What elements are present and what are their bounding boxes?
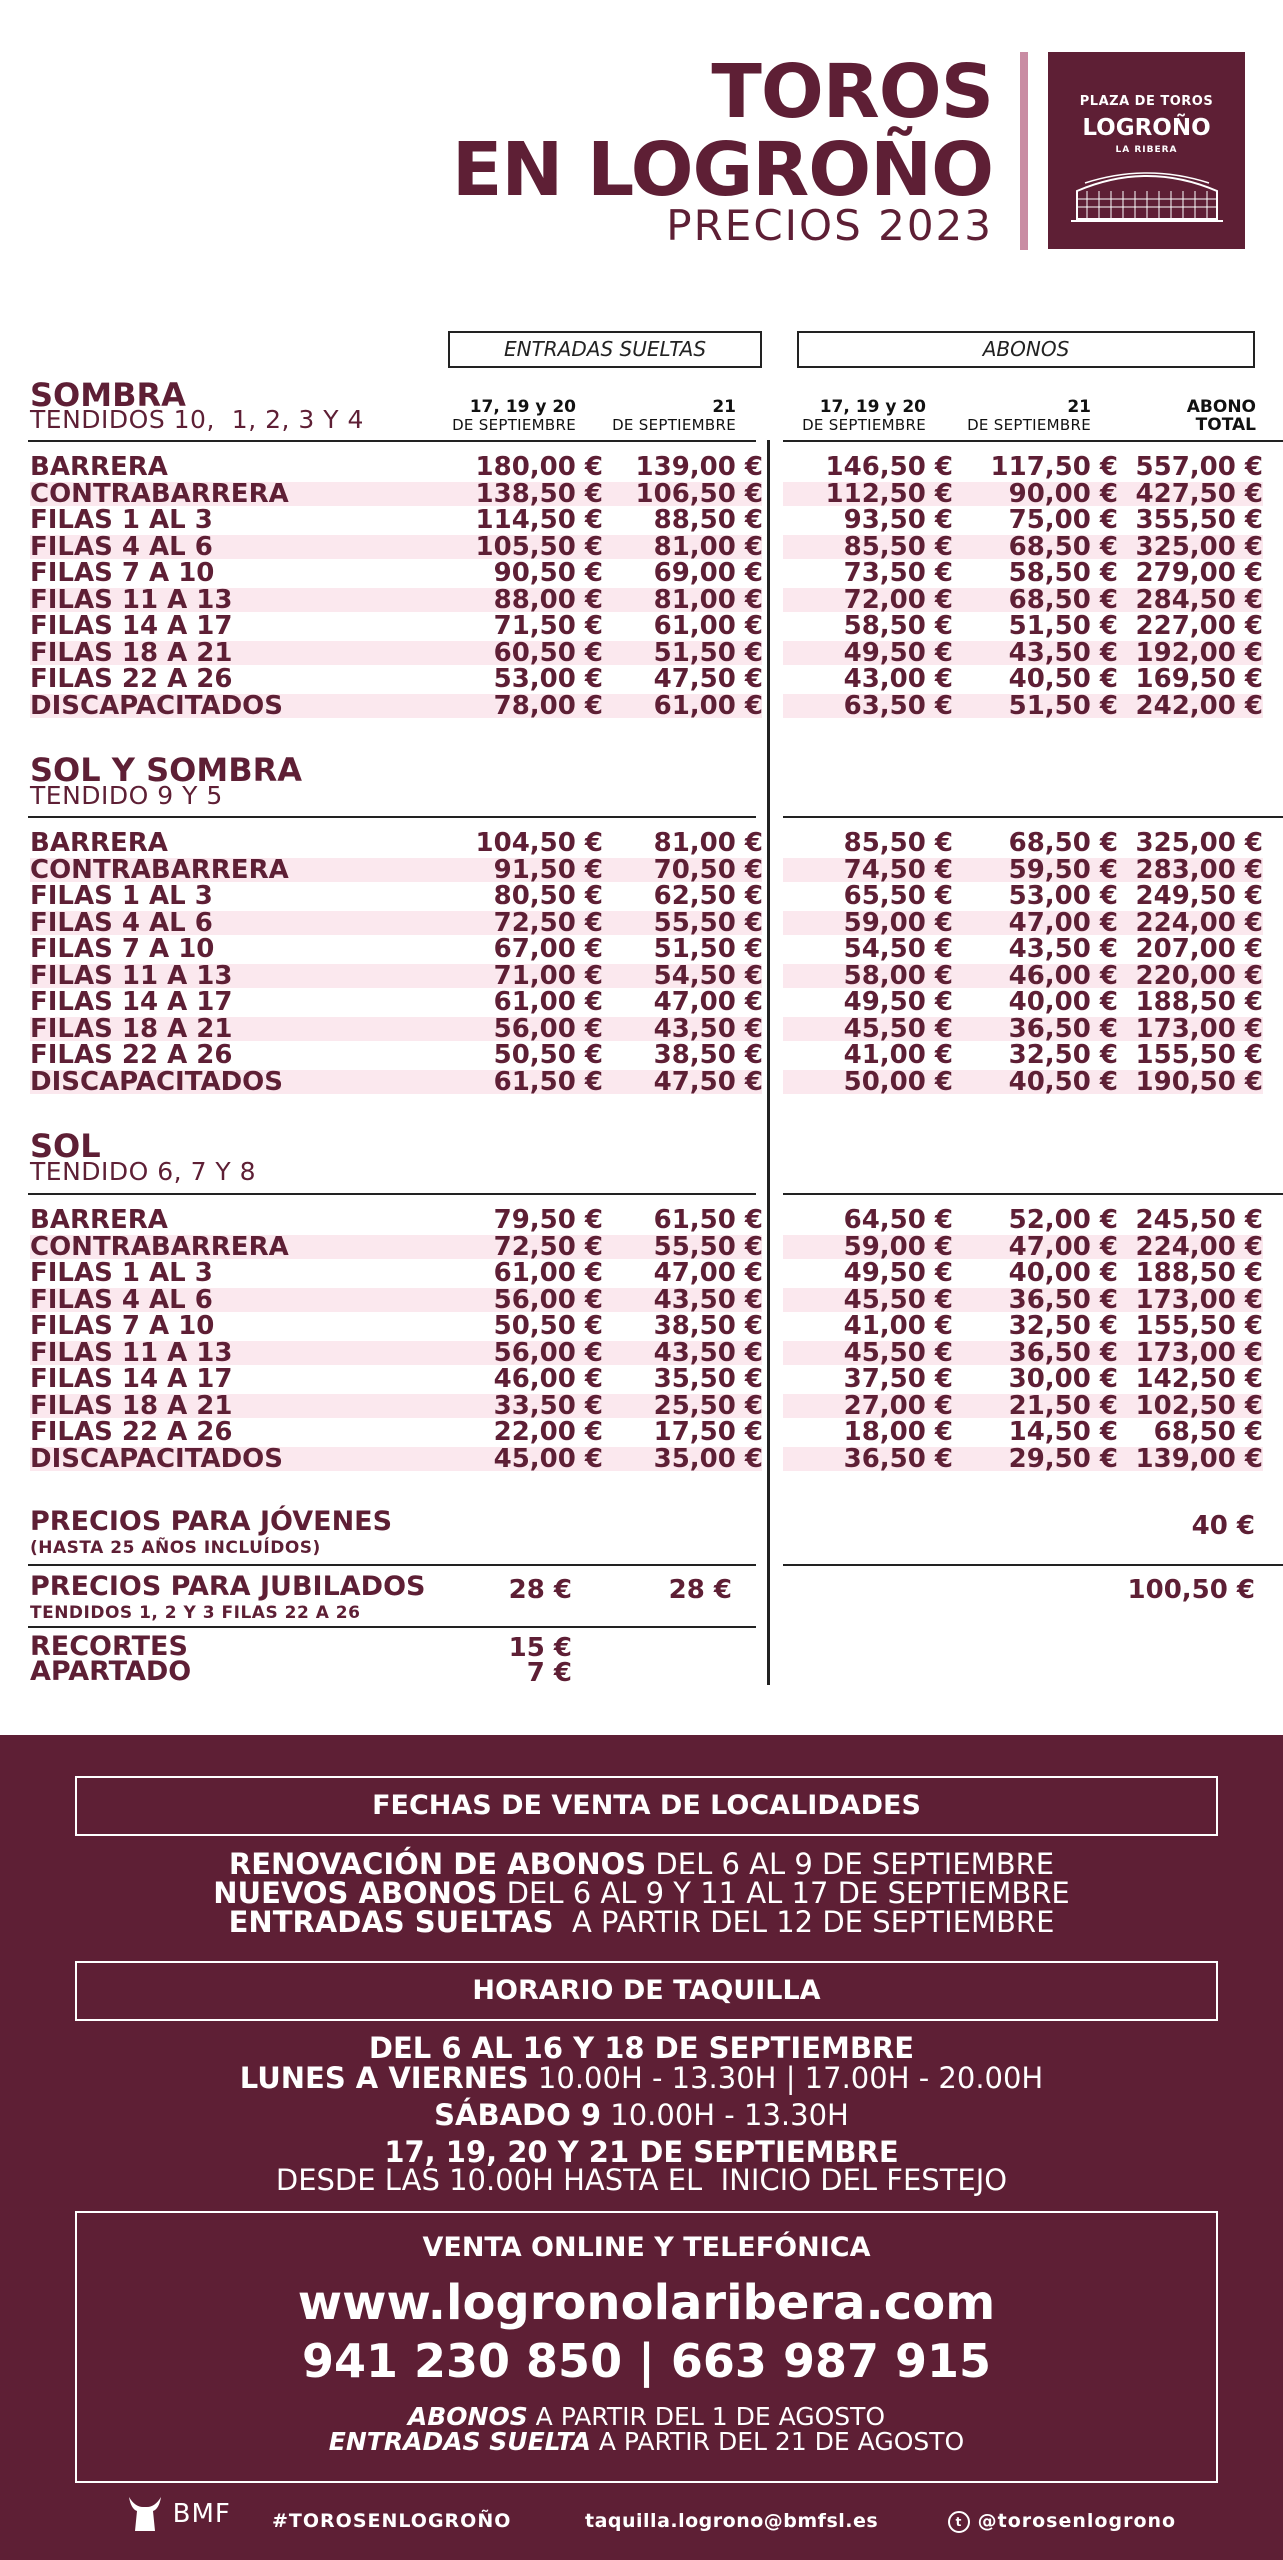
box-office-title: HORARIO DE TAQUILLA xyxy=(472,1975,821,2006)
box-office-hours-box xyxy=(75,1961,1218,2021)
price-cell: 51,50 € xyxy=(1008,690,1118,721)
price-cell: 40,00 € xyxy=(1008,1258,1118,1288)
row-label: DISCAPACITADOS xyxy=(30,1066,283,1097)
price-cell: 32,50 € xyxy=(1008,1040,1118,1070)
twitter-icon: t xyxy=(948,2511,970,2533)
row-label: FILAS 7 A 10 xyxy=(30,1311,215,1341)
price-cell: 60,50 € xyxy=(493,637,603,668)
price-cell: 70,50 € xyxy=(653,854,763,885)
price-cell: 88,50 € xyxy=(653,505,763,535)
row-label: CONTRABARRERA xyxy=(30,478,289,509)
price-cell: 29,50 € xyxy=(1008,1443,1118,1474)
section-divider-left xyxy=(28,1193,756,1195)
jubilados-title: PRECIOS PARA JUBILADOS xyxy=(30,1571,426,1602)
price-cell: 14,50 € xyxy=(1008,1417,1118,1447)
price-cell: 55,50 € xyxy=(653,1231,763,1262)
price-cell: 188,50 € xyxy=(1135,1258,1263,1288)
price-cell: 67,00 € xyxy=(493,934,603,964)
hours-line-4: 17, 19, 20 Y 21 DE SEPTIEMBRE xyxy=(384,2135,899,2169)
price-cell: 49,50 € xyxy=(843,637,953,668)
price-cell: 155,50 € xyxy=(1135,1040,1263,1070)
price-cell: 88,00 € xyxy=(493,584,603,615)
table-row xyxy=(30,856,1263,883)
price-cell: 192,00 € xyxy=(1135,637,1263,668)
price-cell: 139,00 € xyxy=(635,452,763,482)
jovenes-subtitle: (HASTA 25 AÑOS INCLUÍDOS) xyxy=(30,1538,321,1558)
price-cell: 245,50 € xyxy=(1135,1205,1263,1235)
price-cell: 64,50 € xyxy=(843,1205,953,1235)
price-cell: 325,00 € xyxy=(1135,531,1263,562)
row-label: FILAS 11 A 13 xyxy=(30,1337,233,1368)
price-cell: 62,50 € xyxy=(653,881,763,911)
price-cell: 105,50 € xyxy=(475,531,603,562)
row-label: BARRERA xyxy=(30,828,168,858)
divider-jovenes-right xyxy=(783,1564,1283,1566)
price-cell: 53,00 € xyxy=(1008,881,1118,911)
price-cell: 36,50 € xyxy=(1008,1013,1118,1044)
row-label: FILAS 4 AL 6 xyxy=(30,907,213,938)
price-cell: 117,50 € xyxy=(990,452,1118,482)
plaza-logo xyxy=(1048,52,1245,249)
section-subtitle: TENDIDOS 10, 1, 2, 3 Y 4 xyxy=(30,405,364,434)
col-header-2: 21 DE SEPTIEMBRE xyxy=(612,397,736,434)
price-cell: 35,00 € xyxy=(653,1443,763,1474)
price-cell: 249,50 € xyxy=(1135,881,1263,911)
online-sale-title: VENTA ONLINE Y TELEFÓNICA xyxy=(422,2232,871,2263)
price-cell: 61,00 € xyxy=(653,690,763,721)
twitter-handle[interactable]: t @torosenlogrono xyxy=(948,2510,1176,2533)
price-cell: 46,00 € xyxy=(1008,960,1118,991)
price-cell: 56,00 € xyxy=(493,1013,603,1044)
row-label: FILAS 1 AL 3 xyxy=(30,505,213,535)
price-cell: 33,50 € xyxy=(493,1390,603,1421)
price-cell: 93,50 € xyxy=(843,505,953,535)
price-cell: 112,50 € xyxy=(825,478,953,509)
row-label: FILAS 1 AL 3 xyxy=(30,1258,213,1288)
sale-dates-title: FECHAS DE VENTA DE LOCALIDADES xyxy=(372,1790,921,1821)
price-cell: 81,00 € xyxy=(653,531,763,562)
price-cell: 40,50 € xyxy=(1008,1066,1118,1097)
price-cell: 22,00 € xyxy=(493,1417,603,1447)
section-divider-right xyxy=(783,816,1283,818)
row-label: FILAS 4 AL 6 xyxy=(30,1284,213,1315)
table-row xyxy=(30,962,1263,989)
table-row xyxy=(30,882,1263,909)
online-sale-box xyxy=(75,2211,1218,2483)
entradas-online-line: ENTRADAS SUELTA A PARTIR DEL 21 DE AGOSTO xyxy=(328,2427,965,2456)
price-cell: 47,50 € xyxy=(653,1066,763,1097)
price-cell: 106,50 € xyxy=(635,478,763,509)
section-divider-left xyxy=(28,440,756,442)
price-cell: 68,50 € xyxy=(1008,531,1118,562)
price-cell: 54,50 € xyxy=(843,934,953,964)
hashtag: #TOROSENLOGROÑO xyxy=(272,2510,512,2532)
table-row xyxy=(30,1068,1263,1095)
price-cell: 47,00 € xyxy=(653,987,763,1017)
header-divider xyxy=(1020,52,1028,250)
row-label: FILAS 22 A 26 xyxy=(30,1040,233,1070)
price-cell: 81,00 € xyxy=(653,584,763,615)
row-label: FILAS 1 AL 3 xyxy=(30,881,213,911)
table-row xyxy=(30,506,1263,533)
price-cell: 27,00 € xyxy=(843,1390,953,1421)
col-header-1: 17, 19 y 20 DE SEPTIEMBRE xyxy=(452,397,576,434)
table-row xyxy=(30,586,1263,613)
price-cell: 45,50 € xyxy=(843,1284,953,1315)
price-cell: 173,00 € xyxy=(1135,1284,1263,1315)
title-line-2: EN LOGROÑO xyxy=(451,127,993,213)
section-subtitle: TENDIDO 9 Y 5 xyxy=(30,781,223,810)
table-row xyxy=(30,1041,1263,1068)
jovenes-title: PRECIOS PARA JÓVENES xyxy=(30,1506,393,1537)
price-cell: 43,50 € xyxy=(653,1337,763,1368)
row-label: FILAS 18 A 21 xyxy=(30,1390,233,1421)
abonos-online-line: ABONOS A PARTIR DEL 1 DE AGOSTO xyxy=(407,2402,886,2431)
price-cell: 36,50 € xyxy=(1008,1284,1118,1315)
price-cell: 61,00 € xyxy=(493,987,603,1017)
price-cell: 355,50 € xyxy=(1135,505,1263,535)
price-cell: 56,00 € xyxy=(493,1284,603,1315)
row-label: FILAS 4 AL 6 xyxy=(30,531,213,562)
price-cell: 79,50 € xyxy=(493,1205,603,1235)
row-label: FILAS 14 A 17 xyxy=(30,1364,233,1394)
price-cell: 17,50 € xyxy=(653,1417,763,1447)
price-cell: 61,00 € xyxy=(653,611,763,641)
price-cell: 21,50 € xyxy=(1008,1390,1118,1421)
jubilados-value-1: 28 € xyxy=(508,1575,572,1605)
divider-jovenes-left xyxy=(28,1564,756,1566)
row-label: DISCAPACITADOS xyxy=(30,690,283,721)
section-title: SOMBRA xyxy=(30,376,186,414)
price-cell: 69,00 € xyxy=(653,558,763,588)
row-label: BARRERA xyxy=(30,452,168,482)
table-row xyxy=(30,665,1263,692)
price-cell: 85,50 € xyxy=(843,828,953,858)
table-row xyxy=(30,909,1263,936)
price-cell: 242,00 € xyxy=(1135,690,1263,721)
price-cell: 104,50 € xyxy=(475,828,603,858)
price-cell: 72,50 € xyxy=(493,1231,603,1262)
price-cell: 224,00 € xyxy=(1135,1231,1263,1262)
table-row xyxy=(30,1259,1263,1286)
price-cell: 36,50 € xyxy=(843,1443,953,1474)
price-cell: 40,00 € xyxy=(1008,987,1118,1017)
bullring-icon xyxy=(1067,161,1227,225)
price-cell: 45,00 € xyxy=(493,1443,603,1474)
price-cell: 59,00 € xyxy=(843,907,953,938)
table-row xyxy=(30,1418,1263,1445)
price-cell: 59,00 € xyxy=(843,1231,953,1262)
renovacion-line: RENOVACIÓN DE ABONOS DEL 6 AL 9 DE SEPTIEMBRE xyxy=(228,1847,1055,1881)
price-cell: 102,50 € xyxy=(1135,1390,1263,1421)
price-cell: 38,50 € xyxy=(653,1040,763,1070)
price-cell: 59,50 € xyxy=(1008,854,1118,885)
price-cell: 72,50 € xyxy=(493,907,603,938)
price-cell: 279,00 € xyxy=(1135,558,1263,588)
bull-icon xyxy=(125,2493,165,2535)
recortes-value: 15 € xyxy=(508,1633,572,1663)
price-cell: 173,00 € xyxy=(1135,1013,1263,1044)
brand-text: BMF xyxy=(172,2499,231,2529)
price-cell: 80,50 € xyxy=(493,881,603,911)
row-label: DISCAPACITADOS xyxy=(30,1443,283,1474)
bmf-logo xyxy=(125,2493,231,2535)
price-cell: 173,00 € xyxy=(1135,1337,1263,1368)
price-cell: 46,00 € xyxy=(493,1364,603,1394)
price-cell: 63,50 € xyxy=(843,690,953,721)
price-cell: 51,50 € xyxy=(1008,611,1118,641)
table-row xyxy=(30,1312,1263,1339)
price-cell: 50,50 € xyxy=(493,1311,603,1341)
price-cell: 47,00 € xyxy=(1008,907,1118,938)
apartado-label: APARTADO xyxy=(30,1656,192,1687)
price-cell: 35,50 € xyxy=(653,1364,763,1394)
price-cell: 68,50 € xyxy=(1008,828,1118,858)
price-cell: 43,00 € xyxy=(843,664,953,694)
jubilados-subtitle: TENDIDOS 1, 2 Y 3 FILAS 22 A 26 xyxy=(30,1603,361,1623)
price-cell: 50,00 € xyxy=(843,1066,953,1097)
price-cell: 139,00 € xyxy=(1135,1443,1263,1474)
row-label: FILAS 14 A 17 xyxy=(30,987,233,1017)
price-cell: 55,50 € xyxy=(653,907,763,938)
table-row xyxy=(30,1015,1263,1042)
row-label: FILAS 14 A 17 xyxy=(30,611,233,641)
email-link[interactable]: taquilla.logrono@bmfsl.es xyxy=(585,2510,879,2532)
price-cell: 37,50 € xyxy=(843,1364,953,1394)
jubilados-abono: 100,50 € xyxy=(1127,1575,1255,1605)
row-label: FILAS 7 A 10 xyxy=(30,558,215,588)
table-row xyxy=(30,988,1263,1015)
price-cell: 74,50 € xyxy=(843,854,953,885)
price-cell: 47,50 € xyxy=(653,664,763,694)
price-cell: 58,50 € xyxy=(843,611,953,641)
price-cell: 138,50 € xyxy=(475,478,603,509)
row-label: BARRERA xyxy=(30,1205,168,1235)
table-row xyxy=(30,639,1263,666)
hours-line-2: LUNES A VIERNES 10.00H - 13.30H | 17.00H - 20.00H xyxy=(239,2061,1044,2095)
table-row xyxy=(30,1445,1263,1472)
price-cell: 61,50 € xyxy=(653,1205,763,1235)
table-row xyxy=(30,692,1263,719)
price-cell: 41,00 € xyxy=(843,1311,953,1341)
price-cell: 61,00 € xyxy=(493,1258,603,1288)
logo-line-3: LA RIBERA xyxy=(1115,145,1178,155)
logo-line-2: LOGROÑO xyxy=(1082,115,1211,141)
price-cell: 73,50 € xyxy=(843,558,953,588)
hours-line-5: DESDE LAS 10.00H HASTA EL INICIO DEL FESTEJO xyxy=(275,2163,1008,2197)
price-cell: 81,00 € xyxy=(653,828,763,858)
sale-dates-box xyxy=(75,1776,1218,1836)
divider-jubilados xyxy=(28,1626,756,1628)
table-row xyxy=(30,1233,1263,1260)
price-cell: 325,00 € xyxy=(1135,828,1263,858)
price-cell: 45,50 € xyxy=(843,1337,953,1368)
price-cell: 40,50 € xyxy=(1008,664,1118,694)
subtitle: PRECIOS 2023 xyxy=(666,201,993,250)
table-row xyxy=(30,533,1263,560)
row-label: CONTRABARRERA xyxy=(30,1231,289,1262)
section-title: SOL xyxy=(30,1127,101,1165)
price-cell: 220,00 € xyxy=(1135,960,1263,991)
table-row xyxy=(30,1365,1263,1392)
table-row xyxy=(30,1286,1263,1313)
group-header-entradas: ENTRADAS SUELTAS xyxy=(448,331,762,368)
price-cell: 224,00 € xyxy=(1135,907,1263,938)
price-cell: 43,50 € xyxy=(1008,637,1118,668)
row-label: FILAS 18 A 21 xyxy=(30,637,233,668)
price-cell: 90,00 € xyxy=(1008,478,1118,509)
apartado-value: 7 € xyxy=(526,1658,572,1688)
price-cell: 43,50 € xyxy=(1008,934,1118,964)
price-cell: 169,50 € xyxy=(1135,664,1263,694)
price-cell: 43,50 € xyxy=(653,1013,763,1044)
hours-line-1: DEL 6 AL 16 Y 18 DE SEPTIEMBRE xyxy=(368,2031,915,2065)
price-cell: 30,00 € xyxy=(1008,1364,1118,1394)
table-row xyxy=(30,1392,1263,1419)
section-subtitle: TENDIDO 6, 7 Y 8 xyxy=(30,1157,257,1186)
price-cell: 43,50 € xyxy=(653,1284,763,1315)
price-cell: 85,50 € xyxy=(843,531,953,562)
row-label: FILAS 11 A 13 xyxy=(30,960,233,991)
price-cell: 114,50 € xyxy=(475,505,603,535)
price-cell: 188,50 € xyxy=(1135,987,1263,1017)
price-cell: 142,50 € xyxy=(1135,1364,1263,1394)
table-row xyxy=(30,1206,1263,1233)
nuevos-abonos-line: NUEVOS ABONOS DEL 6 AL 9 Y 11 AL 17 DE SEPTIEMBRE xyxy=(213,1876,1070,1910)
entradas-sueltas-line: ENTRADAS SUELTAS A PARTIR DEL 12 DE SEPTIEMBRE xyxy=(228,1905,1055,1939)
price-cell: 49,50 € xyxy=(843,1258,953,1288)
price-cell: 71,00 € xyxy=(493,960,603,991)
price-cell: 72,00 € xyxy=(843,584,953,615)
price-cell: 75,00 € xyxy=(1008,505,1118,535)
table-row xyxy=(30,829,1263,856)
table-row xyxy=(30,453,1263,480)
website-link[interactable]: www.logronolaribera.com xyxy=(297,2275,996,2331)
price-cell: 58,50 € xyxy=(1008,558,1118,588)
col-header-5: ABONO TOTAL xyxy=(1186,397,1256,435)
title-line-1: TOROS xyxy=(711,49,993,135)
price-cell: 47,00 € xyxy=(1008,1231,1118,1262)
hours-line-3: SÁBADO 9 10.00H - 13.30H xyxy=(434,2098,849,2132)
price-cell: 190,50 € xyxy=(1135,1066,1263,1097)
price-cell: 284,50 € xyxy=(1135,584,1263,615)
row-label: FILAS 18 A 21 xyxy=(30,1013,233,1044)
price-cell: 32,50 € xyxy=(1008,1311,1118,1341)
price-cell: 65,50 € xyxy=(843,881,953,911)
price-cell: 58,00 € xyxy=(843,960,953,991)
price-cell: 227,00 € xyxy=(1135,611,1263,641)
price-cell: 49,50 € xyxy=(843,987,953,1017)
price-cell: 51,50 € xyxy=(653,637,763,668)
recortes-label: RECORTES xyxy=(30,1631,188,1662)
section-divider-right xyxy=(783,1193,1283,1195)
price-cell: 180,00 € xyxy=(475,452,603,482)
section-title: SOL Y SOMBRA xyxy=(30,751,302,789)
phone-numbers[interactable]: 941 230 850 | 663 987 915 xyxy=(301,2334,991,2388)
price-cell: 56,00 € xyxy=(493,1337,603,1368)
price-cell: 18,00 € xyxy=(843,1417,953,1447)
section-divider-left xyxy=(28,816,756,818)
row-label: FILAS 11 A 13 xyxy=(30,584,233,615)
table-row xyxy=(30,559,1263,586)
price-cell: 45,50 € xyxy=(843,1013,953,1044)
row-label: FILAS 22 A 26 xyxy=(30,1417,233,1447)
table-row xyxy=(30,612,1263,639)
price-cell: 36,50 € xyxy=(1008,1337,1118,1368)
logo-line-1: PLAZA DE TOROS xyxy=(1079,94,1214,109)
price-cell: 25,50 € xyxy=(653,1390,763,1421)
price-cell: 68,50 € xyxy=(1153,1417,1263,1447)
price-cell: 51,50 € xyxy=(653,934,763,964)
price-cell: 47,00 € xyxy=(653,1258,763,1288)
price-cell: 68,50 € xyxy=(1008,584,1118,615)
price-cell: 41,00 € xyxy=(843,1040,953,1070)
row-label: FILAS 22 A 26 xyxy=(30,664,233,694)
col-header-3: 17, 19 y 20 DE SEPTIEMBRE xyxy=(802,397,926,434)
section-divider-right xyxy=(783,440,1283,442)
jovenes-abono: 40 € xyxy=(1191,1511,1255,1541)
price-cell: 207,00 € xyxy=(1135,934,1263,964)
price-cell: 38,50 € xyxy=(653,1311,763,1341)
col-header-4: 21 DE SEPTIEMBRE xyxy=(967,397,1091,434)
price-cell: 50,50 € xyxy=(493,1040,603,1070)
price-cell: 53,00 € xyxy=(493,664,603,694)
price-cell: 91,50 € xyxy=(493,854,603,885)
price-cell: 71,50 € xyxy=(493,611,603,641)
jubilados-value-2: 28 € xyxy=(668,1575,732,1605)
table-row xyxy=(30,1339,1263,1366)
row-label: FILAS 7 A 10 xyxy=(30,934,215,964)
price-cell: 61,50 € xyxy=(493,1066,603,1097)
price-cell: 146,50 € xyxy=(825,452,953,482)
price-cell: 52,00 € xyxy=(1008,1205,1118,1235)
price-cell: 155,50 € xyxy=(1135,1311,1263,1341)
row-label: CONTRABARRERA xyxy=(30,854,289,885)
price-cell: 90,50 € xyxy=(493,558,603,588)
price-cell: 283,00 € xyxy=(1135,854,1263,885)
price-cell: 427,50 € xyxy=(1135,478,1263,509)
table-row xyxy=(30,480,1263,507)
group-header-abonos: ABONOS xyxy=(797,331,1255,368)
price-cell: 557,00 € xyxy=(1135,452,1263,482)
price-cell: 54,50 € xyxy=(653,960,763,991)
table-row xyxy=(30,935,1263,962)
price-cell: 78,00 € xyxy=(493,690,603,721)
